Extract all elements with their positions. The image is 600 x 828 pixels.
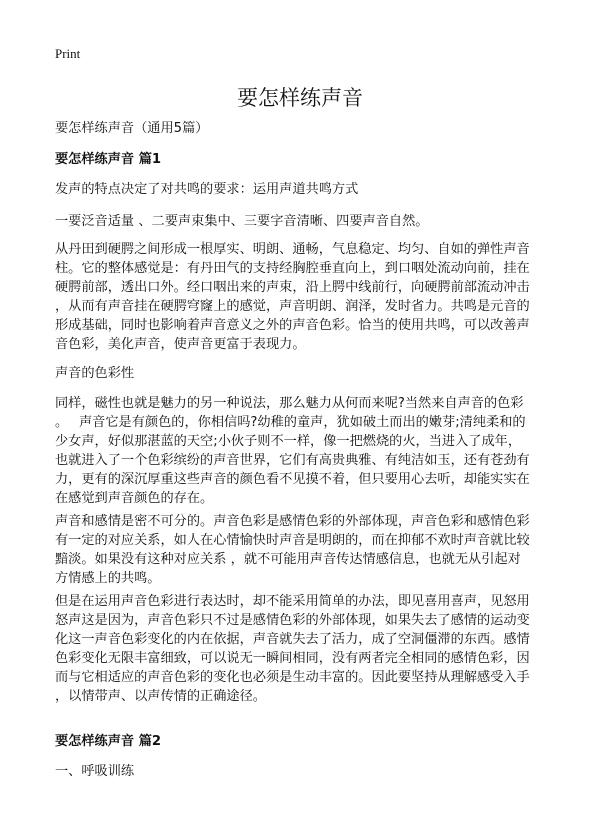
paragraph	[55, 240, 530, 354]
text-line: 音色彩，美化声音，使声音更富于表现力。	[55, 337, 306, 352]
text-line: 有一定的对应关系，如人在心情愉快时声音是明朗的，而在抑郁不欢时声音就比较	[55, 533, 530, 548]
text-line: 而与它相适应的声音色彩的变化也必须是生动丰富的。因此要坚持从理解感受入手	[55, 670, 530, 685]
paragraph	[55, 592, 530, 706]
text-line: 方情感上的共鸣。	[55, 571, 161, 586]
paragraph: 一要泛音适量 、二要声束集中、三要字音清晰、四要声音自然。	[55, 214, 429, 229]
text-line: 但是在运用声音色彩进行表达时，却不能采用简单的办法，即见喜用喜声，见怒用	[55, 594, 530, 609]
paragraph	[55, 512, 530, 588]
text-line: 形成基础，同时也影响着声音意义之外的声音色彩。恰当的使用共鸣，可以改善声	[55, 318, 530, 333]
text-line: 硬腭前部，透出口外。经口咽出来的声束，沿上腭中线前行，向硬腭前部流动冲击	[55, 280, 530, 295]
text-line: 在感觉到声音颜色的存在。	[55, 491, 214, 506]
section-heading-2: 要怎样练声音 篇2	[55, 734, 162, 749]
section-heading-1: 要怎样练声音 篇1	[55, 152, 162, 167]
text-line: 化这一声音色彩变化的内在依据，声音就失去了活力，成了空洞僵滞的东西。感情	[55, 632, 530, 647]
text-line: 色彩变化无限丰富细致，可以说无一瞬间相同，没有两者完全相同的感情色彩，因	[55, 651, 530, 666]
subheading: 声音的色彩性	[55, 366, 135, 381]
print-link[interactable]: Print	[55, 46, 81, 61]
text-line: 也就进入了一个色彩缤纷的声音世界，它们有高贵典雅、有纯洁如玉，还有苍劲有	[55, 453, 530, 468]
text-line: 声音和感情是密不可分的。声音色彩是感情色彩的外部体现，声音色彩和感情色彩	[55, 514, 530, 529]
paragraph	[55, 394, 530, 508]
document-subtitle: 要怎样练声音（通用5篇）	[55, 121, 209, 136]
document-title: 要怎样练声音	[237, 86, 363, 110]
paragraph: 一、呼吸训练	[55, 764, 135, 779]
text-line: 力，更有的深沉厚重这些声音的颜色看不见摸不着，但只要用心去听，却能实实在	[55, 472, 530, 487]
paragraph: 发声的特点决定了对共鸣的要求：运用声道共鸣方式	[55, 182, 359, 197]
text-line: 黯淡。如果没有这种对应关系 ，就不可能用声音传达情感信息，也就无从引起对	[55, 552, 521, 567]
text-line: 。 声音它是有颜色的，你相信吗?幼稚的童声，犹如破土而出的嫩芽;清纯柔和的	[55, 415, 526, 430]
text-line: ，以情带声、以声传情的正确途径。	[55, 689, 266, 704]
text-line: 怒声这是因为，声音色彩只不过是感情色彩的外部体现，如果失去了感情的运动变	[55, 613, 530, 628]
text-line: 少女声，好似那湛蓝的天空;小伙子则不一样，像一把燃烧的火，当进入了成年，	[55, 434, 522, 449]
text-line: 同样，磁性也就是魅力的另一种说法，那么魅力从何而来呢?当然来自声音的色彩	[55, 396, 524, 411]
text-line: ，从而有声音挂在硬腭穹窿上的感觉，声音明朗、润泽，发时省力。共鸣是元音的	[55, 299, 530, 314]
text-line: 柱。它的整体感觉是：有丹田气的支持经胸腔垂直向上，到口咽处流动向前，挂在	[55, 261, 530, 276]
text-line: 从丹田到硬腭之间形成一根厚实、明朗、通畅，气息稳定、均匀、自如的弹性声音	[55, 242, 530, 257]
